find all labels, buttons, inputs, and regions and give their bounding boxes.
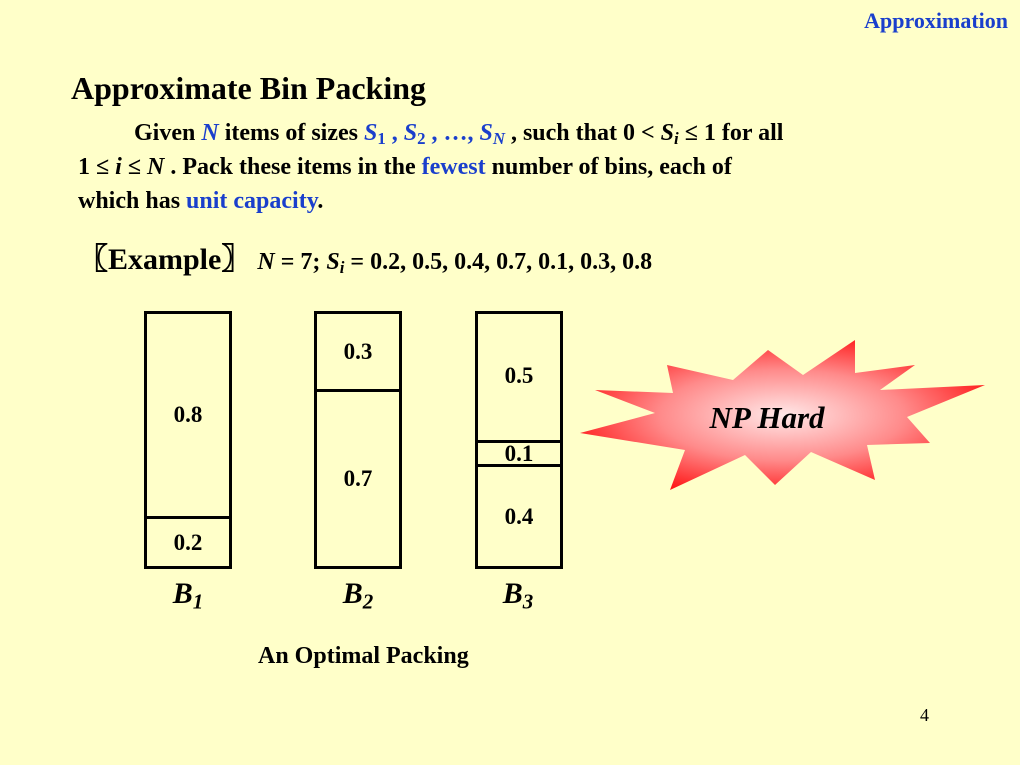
n-variable: N [201, 120, 219, 146]
bin-item-label: 0.3 [343, 339, 373, 364]
bin-label-b3: $B_3$ [502, 577, 534, 614]
example-values: = 0.2, 0.5, 0.4, 0.7, 0.1, 0.3, 0.8 [344, 249, 653, 275]
example-line: 〖Example〗 N = 7; $S_i = 0.2$, 0.5, 0.4, 0.7, 0.1, 0.3, 0.8 [78, 243, 653, 278]
page-number: 4 [920, 705, 929, 725]
slide-title: Approximate Bin Packing [71, 70, 426, 106]
bin-item-label: 0.8 [173, 402, 203, 427]
bin-item-label: 0.2 [173, 530, 203, 555]
unit-capacity-highlight: unit capacity [186, 188, 318, 214]
example-label: 〖Example〗 [78, 243, 252, 276]
section-header: Approximation [864, 8, 1008, 33]
np-hard-burst [575, 335, 990, 495]
bin-label-b1: $B_1$ [172, 577, 204, 614]
bin-b3 [475, 311, 563, 569]
bin-b2 [314, 311, 402, 569]
problem-statement: Given N items of sizes $S_1$ , $S_2$ , …, $S_N$ , such that $0 < S_i \le 1$ for all 1 ≤ i ≤ N . Pack these items in the fewest number of bins, each of which has unit capacity. [78, 120, 784, 214]
np-hard-text: NP Hard [709, 400, 825, 435]
bin-divider [317, 389, 399, 392]
bin-label-b2: $B_2$ [342, 577, 374, 614]
bin-b1 [144, 311, 232, 569]
fewest-highlight: fewest [421, 154, 486, 180]
bin-item-label: 0.5 [504, 363, 534, 388]
bin-divider [478, 464, 560, 467]
bin-divider [147, 516, 229, 519]
bin-item-label: 0.7 [343, 466, 373, 491]
bin-item-label: 0.4 [504, 504, 534, 529]
bin-item-label: 0.1 [504, 441, 534, 466]
caption: An Optimal Packing [258, 643, 469, 669]
